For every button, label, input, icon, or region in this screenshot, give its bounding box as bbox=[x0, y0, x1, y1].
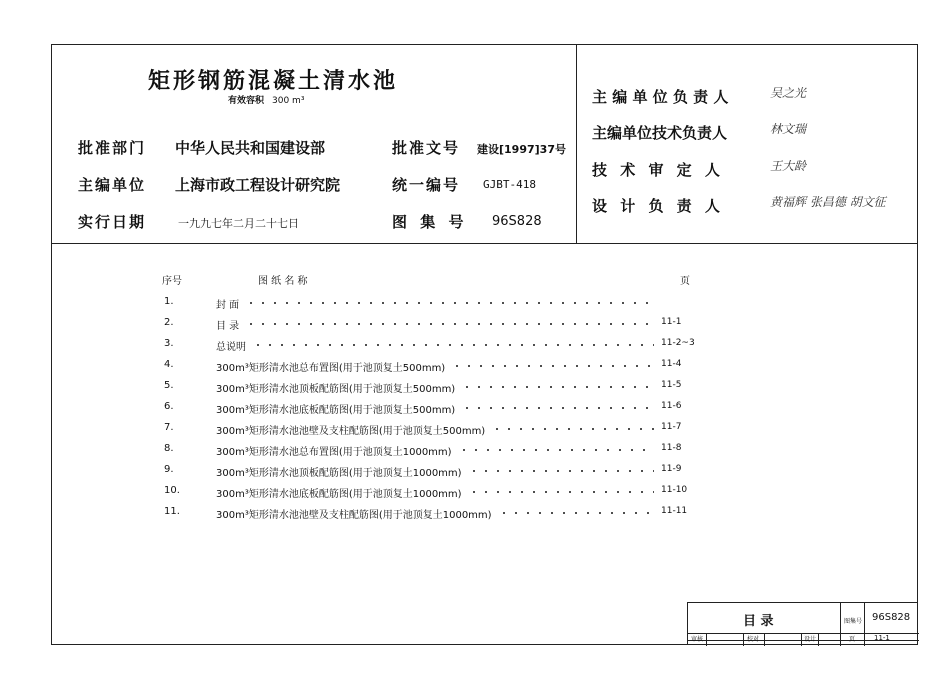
tb-vline bbox=[818, 633, 819, 646]
tb-page-value: 11-1 bbox=[874, 634, 890, 642]
toc-leader-dots bbox=[458, 445, 654, 455]
tb-page-label: 页 bbox=[849, 636, 856, 643]
toc-leader-dots bbox=[491, 424, 654, 434]
toc-leader-dots bbox=[461, 403, 654, 413]
effective-date-label: 实行日期 bbox=[78, 213, 147, 231]
toc-row bbox=[0, 422, 950, 442]
editor-unit-label: 主编单位 bbox=[78, 176, 147, 194]
toc-row-number: 2. bbox=[164, 317, 174, 328]
toc-row-page: 11-7 bbox=[661, 422, 682, 432]
tb-vline bbox=[706, 633, 707, 646]
tech-head-signature: 林文瑞 bbox=[770, 122, 807, 136]
toc-row-number: 10. bbox=[164, 485, 180, 496]
tech-head-label: 主编单位技术负责人 bbox=[592, 124, 728, 142]
toc-row-title: 300m³矩形清水池池壁及支柱配筋图(用于池顶复土500mm) bbox=[216, 426, 486, 437]
toc-row-title: 目 录 bbox=[216, 321, 240, 332]
atlas-no-value: 96S828 bbox=[492, 214, 542, 229]
document-title: 矩形钢筋混凝土清水池 bbox=[148, 69, 399, 94]
editor-unit-value: 上海市政工程设计研究院 bbox=[175, 176, 341, 194]
toc-row-number: 9. bbox=[164, 464, 174, 475]
header-divider bbox=[576, 44, 577, 244]
toc-row-title: 封 面 bbox=[216, 300, 240, 311]
toc-row bbox=[0, 296, 950, 316]
toc-row-page: 11-1 bbox=[661, 317, 682, 327]
toc-row-page: 11-10 bbox=[661, 485, 688, 495]
toc-row-title: 300m³矩形清水池底板配筋图(用于池顶复土1000mm) bbox=[216, 489, 462, 500]
tb-title: 目 录 bbox=[743, 614, 774, 629]
toc-row-page: 11-9 bbox=[661, 464, 682, 474]
toc-row-title: 300m³矩形清水池总布置图(用于池顶复土1000mm) bbox=[216, 447, 452, 458]
approval-dept-value: 中华人民共和国建设部 bbox=[175, 139, 326, 157]
tb-atlas-no-value: 96S828 bbox=[872, 612, 911, 623]
toc-row bbox=[0, 464, 950, 484]
toc-row-page: 11-4 bbox=[661, 359, 682, 369]
toc-leader-dots bbox=[498, 508, 654, 518]
toc-row-number: 1. bbox=[164, 296, 174, 307]
tb-vline bbox=[801, 633, 802, 646]
toc-row bbox=[0, 485, 950, 505]
unified-no-value: GJBT-418 bbox=[483, 178, 536, 191]
toc-row bbox=[0, 359, 950, 379]
toc-row bbox=[0, 338, 950, 358]
tb-vline bbox=[764, 633, 765, 646]
toc-row-title: 300m³矩形清水池池壁及支柱配筋图(用于池顶复土1000mm) bbox=[216, 510, 492, 521]
toc-leader-dots bbox=[245, 319, 654, 329]
toc-leader-dots bbox=[451, 361, 654, 371]
toc-row bbox=[0, 317, 950, 337]
tb-vline bbox=[864, 603, 865, 646]
toc-row bbox=[0, 380, 950, 400]
toc-row-title: 300m³矩形清水池顶板配筋图(用于池顶复土500mm) bbox=[216, 384, 456, 395]
toc-col-page: 页 bbox=[680, 276, 690, 287]
toc-row-page: 11-6 bbox=[661, 401, 682, 411]
tb-vline bbox=[743, 633, 744, 646]
toc-leader-dots bbox=[461, 382, 654, 392]
approval-no-value: 建设[1997]37号 bbox=[477, 143, 566, 156]
toc-leader-dots bbox=[252, 340, 654, 350]
toc-row-number: 8. bbox=[164, 443, 174, 454]
toc-row bbox=[0, 401, 950, 421]
toc-leader-dots bbox=[468, 466, 654, 476]
toc-row-title: 300m³矩形清水池总布置图(用于池顶复土500mm) bbox=[216, 363, 446, 374]
designer-label: 设 计 负 责 人 bbox=[592, 197, 724, 215]
approval-no-label: 批准文号 bbox=[392, 139, 461, 157]
unit-head-signature: 吴之光 bbox=[770, 86, 807, 100]
toc-row-page: 11-11 bbox=[661, 506, 688, 516]
capacity-line bbox=[228, 93, 304, 106]
toc-row-number: 7. bbox=[164, 422, 174, 433]
unified-no-label: 统一编号 bbox=[392, 176, 461, 194]
toc-row-title: 300m³矩形清水池顶板配筋图(用于池顶复土1000mm) bbox=[216, 468, 462, 479]
toc-row-number: 4. bbox=[164, 359, 174, 370]
reviewer-label: 技 术 审 定 人 bbox=[592, 161, 724, 179]
tb-check-label: 校对 bbox=[747, 636, 760, 643]
toc-row-title: 300m³矩形清水池底板配筋图(用于池顶复土500mm) bbox=[216, 405, 456, 416]
toc-col-no: 序号 bbox=[162, 276, 182, 287]
effective-date-value: 一九九七年二月二十七日 bbox=[178, 217, 299, 230]
capacity-label: 有效容积 bbox=[228, 96, 265, 106]
atlas-no-label: 图 集 号 bbox=[392, 213, 468, 231]
unit-head-label: 主 编 单 位 负 责 人 bbox=[592, 88, 729, 106]
toc-col-name: 图 纸 名 称 bbox=[258, 276, 308, 287]
reviewer-signature: 王大龄 bbox=[770, 159, 807, 173]
title-block bbox=[687, 602, 918, 645]
toc-row-page: 11-2~3 bbox=[661, 338, 695, 348]
designer-signature: 黄福辉 张昌德 胡文征 bbox=[770, 195, 886, 209]
tb-vline bbox=[840, 603, 841, 646]
toc-row bbox=[0, 506, 950, 526]
capacity-value: 300 m³ bbox=[272, 96, 305, 106]
toc-row-number: 3. bbox=[164, 338, 174, 349]
toc-leader-dots bbox=[468, 487, 654, 497]
toc-row-page: 11-8 bbox=[661, 443, 682, 453]
tb-atlas-no-label: 图集号 bbox=[844, 618, 863, 625]
approval-dept-label: 批准部门 bbox=[78, 139, 147, 157]
tb-review-label: 审核 bbox=[691, 636, 704, 643]
toc-row bbox=[0, 443, 950, 463]
toc-row-number: 11. bbox=[164, 506, 180, 517]
toc-row-title: 总说明 bbox=[216, 342, 246, 353]
toc-leader-dots bbox=[245, 298, 654, 308]
toc-row-number: 6. bbox=[164, 401, 174, 412]
tb-design-label: 设计 bbox=[804, 636, 817, 643]
toc-row-number: 5. bbox=[164, 380, 174, 391]
toc-row-page: 11-5 bbox=[661, 380, 682, 390]
